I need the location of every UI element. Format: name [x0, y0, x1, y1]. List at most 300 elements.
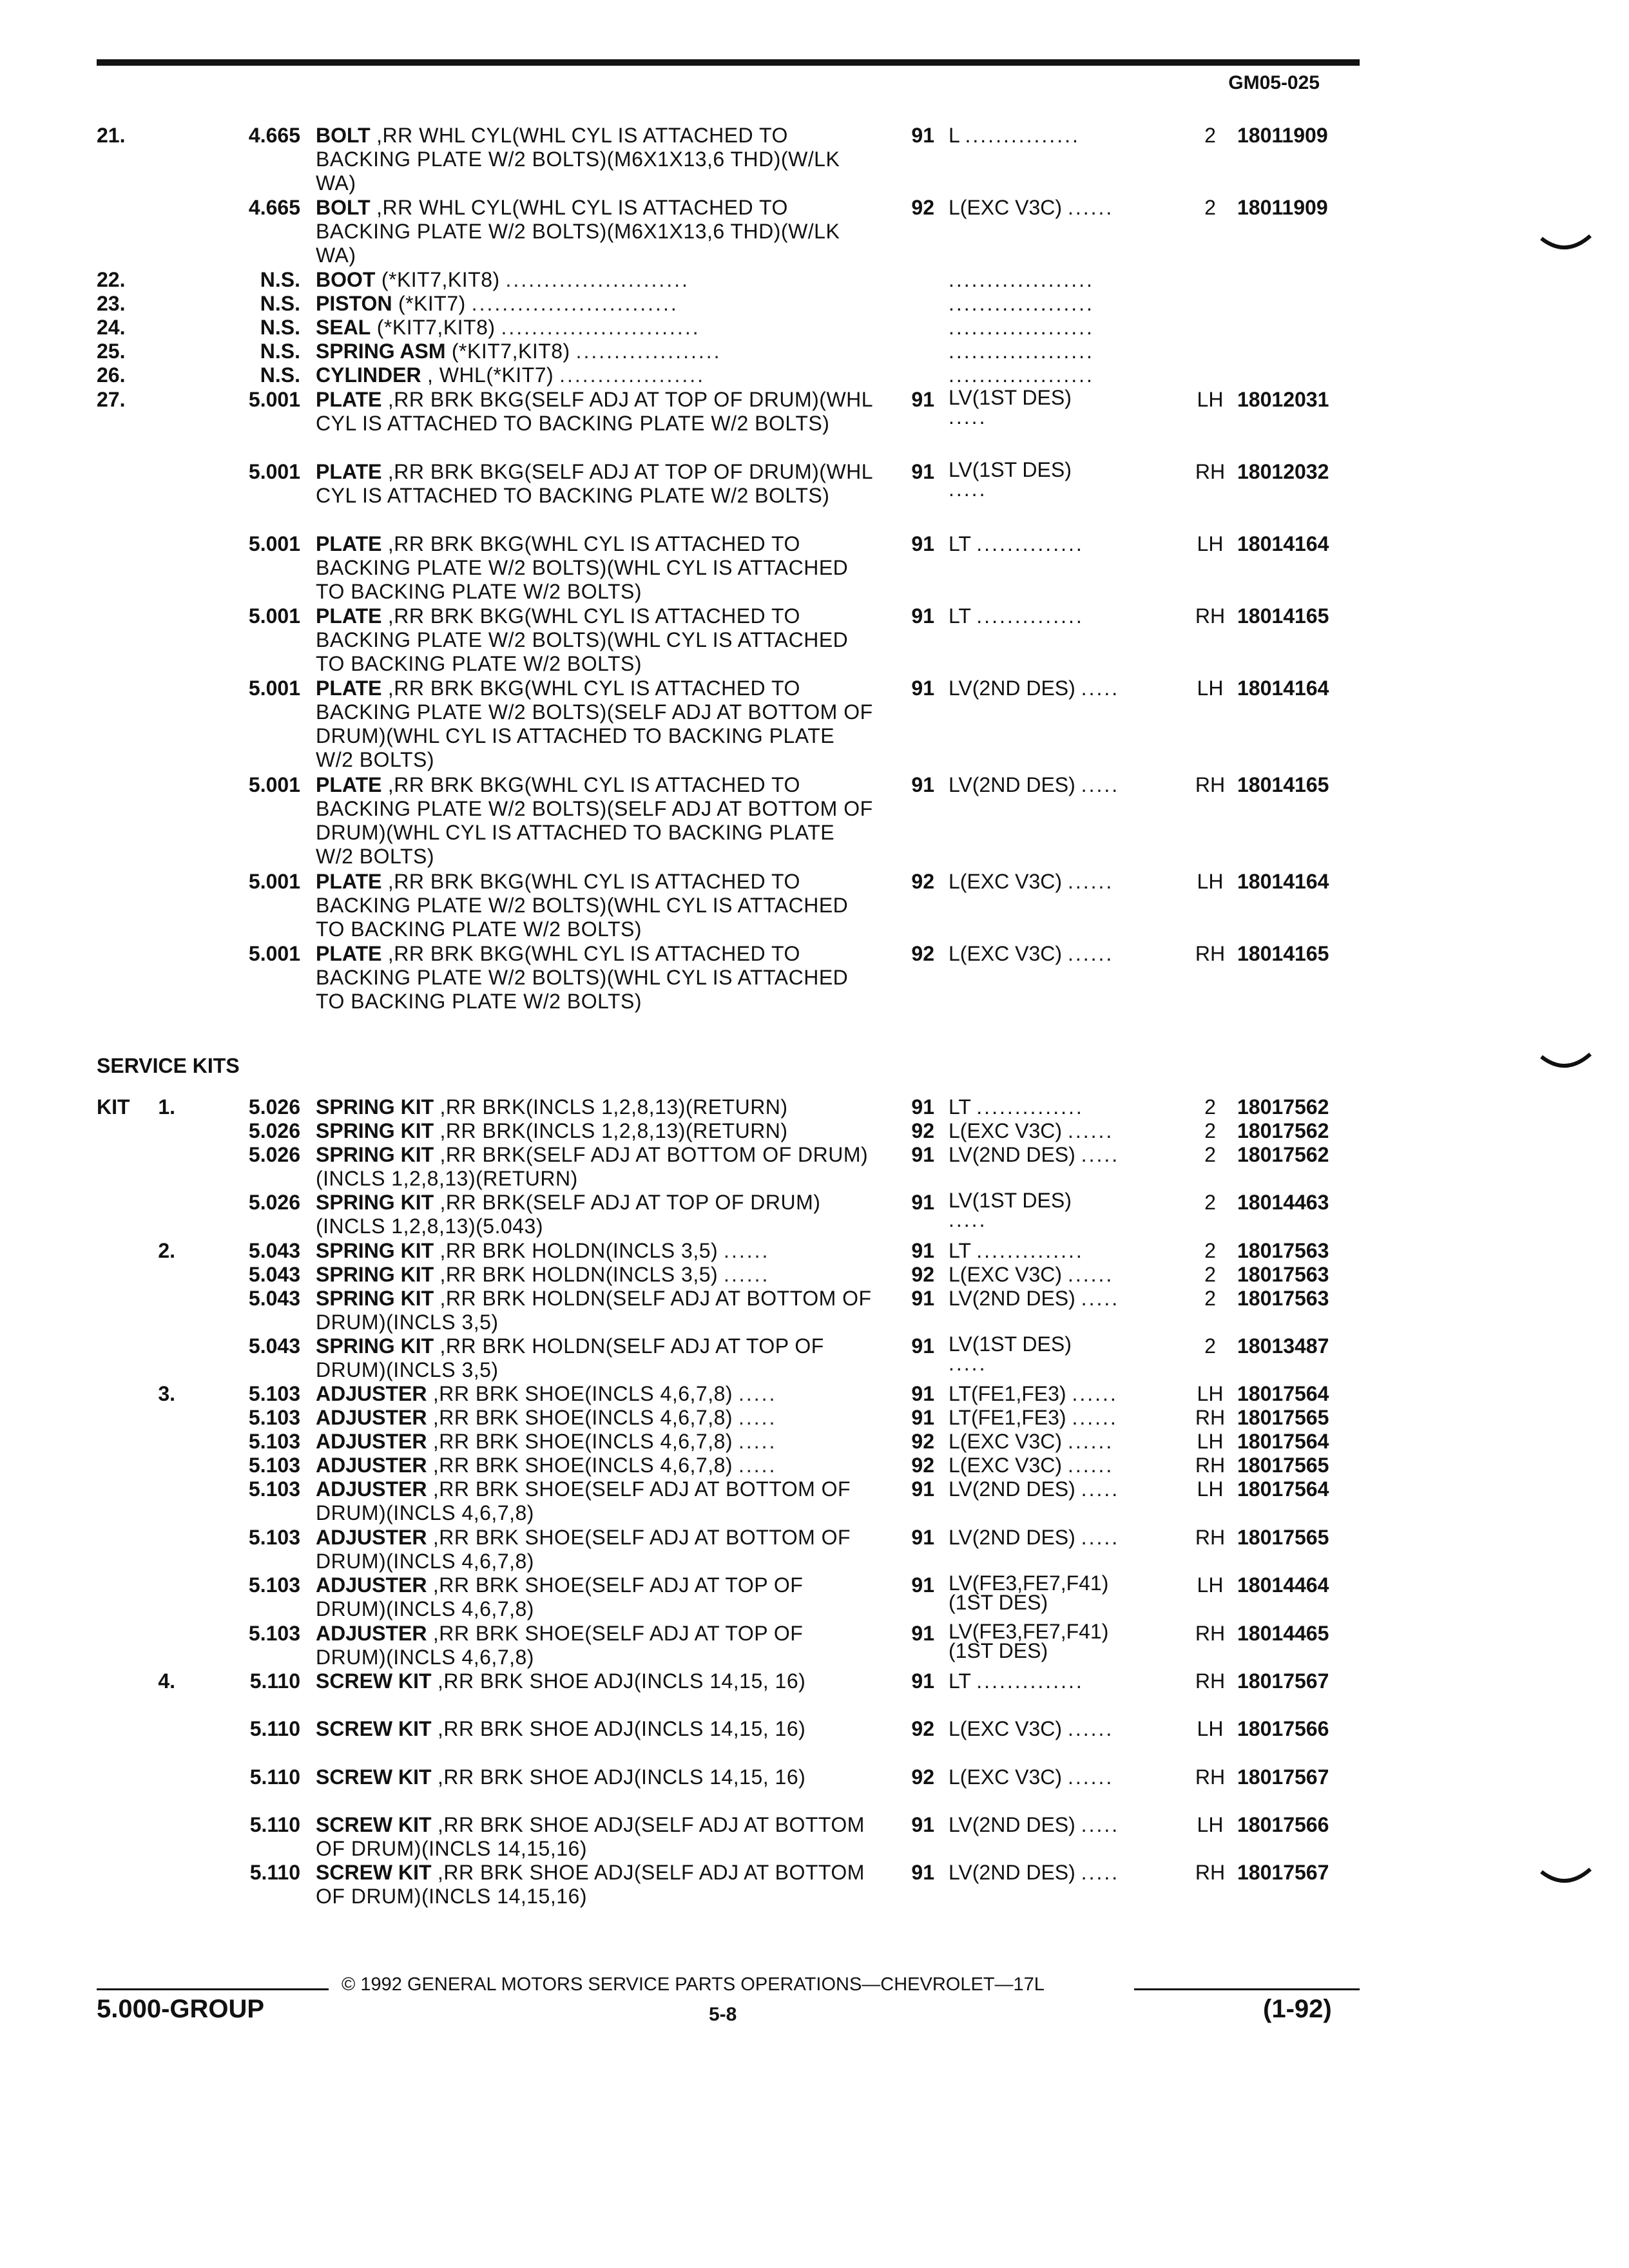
- part-name: ADJUSTER: [316, 1382, 427, 1405]
- reference-number: 21.: [97, 124, 126, 147]
- footer-rule-left: [97, 1988, 329, 1990]
- model-leader-dots: .....: [1081, 677, 1120, 700]
- model-name: LV(2ND DES): [949, 1477, 1075, 1501]
- document-code: GM05-025: [1228, 72, 1320, 93]
- model-leader-dots: ...................: [949, 292, 1094, 315]
- quantity-or-side: 2: [1204, 196, 1216, 219]
- leader-dots: ......: [724, 1263, 770, 1286]
- part-description: [316, 1622, 876, 1669]
- part-number: 18014164: [1237, 870, 1329, 893]
- model-name: L(EXC V3C): [949, 196, 1063, 219]
- model-code: [949, 604, 1181, 628]
- model-name: L(EXC V3C): [949, 1263, 1063, 1286]
- part-detail: ,RR BRK BKG(WHL CYL IS ATTACHED TO BACKING PLATE W/2 BOLTS)(SELF ADJ AT BOTTOM OF DRUM)(WHL CYL IS ATTACHED TO BACKING PLATE W/2 BOLTS): [316, 677, 873, 771]
- model-leader-dots: ......: [1072, 1406, 1118, 1429]
- model-code: [949, 292, 1181, 316]
- model-name: LT(FE1,FE3): [949, 1406, 1066, 1429]
- model-code: [949, 1119, 1181, 1143]
- model-year: 91: [911, 1095, 934, 1119]
- group-number: 5.043: [248, 1263, 300, 1286]
- model-name: LT: [949, 532, 971, 555]
- model-name: LV(FE3,FE7,F41) (1ST DES): [949, 1620, 1109, 1662]
- part-name: SPRING KIT: [316, 1334, 434, 1358]
- part-detail: (*KIT7,KIT8): [445, 340, 570, 363]
- group-number: N.S.: [260, 268, 300, 291]
- model-code: [949, 773, 1181, 797]
- model-leader-dots: .....: [1081, 773, 1120, 796]
- part-description: [316, 1382, 876, 1406]
- part-detail: ,RR BRK(SELF ADJ AT BOTTOM OF DRUM)(INCLS 1,2,8,13)(RETURN): [316, 1143, 869, 1190]
- kit-label: KIT: [97, 1095, 130, 1119]
- part-description: [316, 677, 876, 772]
- model-code: [949, 1526, 1181, 1550]
- group-number: 5.103: [248, 1382, 300, 1405]
- part-number: 18011909: [1237, 124, 1328, 147]
- group-number: 5.103: [248, 1573, 300, 1597]
- model-year: 91: [911, 124, 934, 147]
- leader-dots: ...................: [559, 363, 705, 387]
- model-code: [949, 268, 1181, 292]
- group-number: 5.110: [249, 1717, 300, 1740]
- group-number: 5.001: [248, 388, 300, 411]
- part-description: [316, 124, 876, 195]
- model-name: LT: [949, 1239, 971, 1262]
- model-year: 91: [911, 1861, 934, 1884]
- model-name: LV(2ND DES): [949, 1287, 1075, 1310]
- model-code: [949, 340, 1181, 363]
- model-leader-dots: .....: [949, 1208, 987, 1231]
- model-name: LV(1ST DES): [949, 1332, 1072, 1356]
- quantity-or-side: 2: [1204, 1191, 1216, 1214]
- model-year: 91: [911, 1191, 934, 1214]
- model-leader-dots: .....: [1081, 1861, 1120, 1884]
- part-name: PLATE: [316, 604, 382, 628]
- model-leader-dots: ...................: [949, 268, 1094, 291]
- group-number: N.S.: [260, 340, 300, 363]
- part-detail: ,RR BRK HOLDN(INCLS 3,5): [434, 1239, 718, 1262]
- quantity-or-side: RH: [1195, 1526, 1226, 1549]
- binding-tick-mark: [1540, 1050, 1592, 1076]
- part-description: [316, 1191, 876, 1238]
- model-name: LT: [949, 1095, 971, 1119]
- model-code: [949, 363, 1181, 387]
- model-name: L(EXC V3C): [949, 942, 1063, 965]
- model-year: 91: [911, 1813, 934, 1836]
- part-description: [316, 1334, 876, 1382]
- quantity-or-side: LH: [1197, 1430, 1224, 1453]
- part-description: [316, 1717, 876, 1741]
- part-description: [316, 1765, 876, 1789]
- group-number: 5.110: [249, 1861, 300, 1884]
- group-number: 5.043: [248, 1239, 300, 1262]
- part-description: [316, 340, 876, 363]
- part-detail: ,RR BRK SHOE(SELF ADJ AT TOP OF DRUM)(INCLS 4,6,7,8): [316, 1573, 804, 1620]
- model-year: 91: [911, 1526, 934, 1549]
- part-number: 18017567: [1237, 1765, 1329, 1789]
- model-code: [949, 1454, 1181, 1477]
- model-name: LT(FE1,FE3): [949, 1382, 1066, 1405]
- part-name: SCREW KIT: [316, 1765, 432, 1789]
- part-number: 18014465: [1237, 1622, 1329, 1645]
- footer-copyright: © 1992 GENERAL MOTORS SERVICE PARTS OPERATIONS—CHEVROLET—17L: [342, 1974, 1045, 1995]
- model-leader-dots: ..............: [976, 1095, 1084, 1119]
- part-description: [316, 942, 876, 1014]
- model-name: L(EXC V3C): [949, 1717, 1063, 1740]
- reference-number: 27.: [97, 388, 126, 411]
- model-year: 92: [911, 1454, 934, 1477]
- quantity-or-side: RH: [1195, 1622, 1226, 1645]
- group-number: 4.665: [248, 196, 300, 219]
- part-description: [316, 604, 876, 676]
- model-name: LV(1ST DES): [949, 1189, 1072, 1212]
- part-number: 18017566: [1237, 1717, 1329, 1740]
- part-detail: ,RR BRK BKG(WHL CYL IS ATTACHED TO BACKING PLATE W/2 BOLTS)(WHL CYL IS ATTACHED TO BACKING PLATE W/2 BOLTS): [316, 942, 849, 1013]
- model-code: [949, 870, 1181, 894]
- quantity-or-side: LH: [1197, 388, 1224, 411]
- part-name: BOLT: [316, 196, 371, 219]
- model-year: 91: [911, 388, 934, 411]
- model-leader-dots: ..............: [976, 1669, 1084, 1693]
- quantity-or-side: LH: [1197, 1717, 1224, 1740]
- model-leader-dots: ......: [1067, 1430, 1114, 1453]
- model-code: [949, 1287, 1181, 1311]
- top-rule: [97, 59, 1360, 66]
- model-leader-dots: ......: [1067, 942, 1114, 965]
- model-code: [949, 1765, 1181, 1789]
- model-leader-dots: ...................: [949, 316, 1094, 339]
- kit-number: 3.: [158, 1382, 175, 1405]
- part-detail: ,RR BRK BKG(SELF ADJ AT TOP OF DRUM)(WHL CYL IS ATTACHED TO BACKING PLATE W/2 BOLTS): [316, 460, 872, 507]
- leader-dots: .....: [738, 1454, 777, 1477]
- model-leader-dots: ...................: [949, 363, 1094, 387]
- part-detail: (*KIT7,KIT8): [375, 268, 500, 291]
- part-detail: ,RR BRK HOLDN(SELF ADJ AT BOTTOM OF DRUM)(INCLS 3,5): [316, 1287, 872, 1334]
- model-name: L(EXC V3C): [949, 1454, 1063, 1477]
- part-description: [316, 1119, 876, 1143]
- part-number: 18014463: [1237, 1191, 1329, 1214]
- part-description: [316, 460, 876, 508]
- group-number: 5.103: [248, 1454, 300, 1477]
- group-number: 5.043: [248, 1287, 300, 1310]
- part-name: PLATE: [316, 388, 382, 411]
- model-year: 91: [911, 1287, 934, 1310]
- group-number: 5.026: [248, 1191, 300, 1214]
- group-number: 5.001: [248, 677, 300, 700]
- quantity-or-side: LH: [1197, 1477, 1224, 1501]
- group-number: 5.001: [248, 870, 300, 893]
- part-description: [316, 1239, 876, 1263]
- part-detail: (*KIT7): [392, 292, 466, 315]
- group-number: 5.103: [248, 1406, 300, 1429]
- part-name: PLATE: [316, 677, 382, 700]
- model-leader-dots: ......: [1067, 870, 1114, 893]
- part-detail: ,RR WHL CYL(WHL CYL IS ATTACHED TO BACKING PLATE W/2 BOLTS)(M6X1X13,6 THD)(W/LK WA): [316, 124, 840, 195]
- part-description: [316, 1813, 876, 1861]
- part-number: 18017567: [1237, 1861, 1329, 1884]
- model-leader-dots: .....: [949, 405, 987, 428]
- quantity-or-side: RH: [1195, 604, 1226, 628]
- model-year: 92: [911, 1765, 934, 1789]
- model-year: 91: [911, 604, 934, 628]
- part-name: SPRING KIT: [316, 1191, 434, 1214]
- part-number: 18017567: [1237, 1669, 1329, 1693]
- model-code: [949, 1620, 1109, 1662]
- quantity-or-side: RH: [1195, 1861, 1226, 1884]
- model-leader-dots: ......: [1067, 1119, 1114, 1142]
- footer-rule-right: [1134, 1988, 1360, 1990]
- part-name: SCREW KIT: [316, 1717, 432, 1740]
- group-number: 5.026: [248, 1095, 300, 1119]
- part-description: [316, 292, 876, 316]
- model-name: LV(FE3,FE7,F41) (1ST DES): [949, 1571, 1109, 1614]
- part-number: 18011909: [1237, 196, 1328, 219]
- part-number: 18014164: [1237, 532, 1329, 555]
- quantity-or-side: LH: [1197, 677, 1224, 700]
- part-number: 18017564: [1237, 1382, 1329, 1405]
- model-year: 91: [911, 1573, 934, 1597]
- quantity-or-side: RH: [1195, 1406, 1226, 1429]
- part-name: CYLINDER: [316, 363, 421, 387]
- part-number: 18014165: [1237, 942, 1329, 965]
- part-detail: ,RR BRK SHOE ADJ(SELF ADJ AT BOTTOM OF DRUM)(INCLS 14,15,16): [316, 1813, 865, 1860]
- part-name: ADJUSTER: [316, 1406, 427, 1429]
- part-detail: ,RR BRK(INCLS 1,2,8,13)(RETURN): [434, 1119, 788, 1142]
- part-name: PLATE: [316, 532, 382, 555]
- part-detail: (*KIT7,KIT8): [371, 316, 496, 339]
- part-detail: ,RR BRK BKG(SELF ADJ AT TOP OF DRUM)(WHL CYL IS ATTACHED TO BACKING PLATE W/2 BOLTS): [316, 388, 872, 435]
- part-description: [316, 773, 876, 869]
- part-name: SPRING KIT: [316, 1143, 434, 1166]
- model-year: 91: [911, 1143, 934, 1166]
- model-year: 91: [911, 1477, 934, 1501]
- part-name: PLATE: [316, 870, 382, 893]
- part-name: PISTON: [316, 292, 392, 315]
- model-leader-dots: ...............: [965, 124, 1080, 147]
- quantity-or-side: 2: [1204, 1263, 1216, 1286]
- part-description: [316, 316, 876, 340]
- reference-number: 23.: [97, 292, 126, 315]
- part-number: 18014464: [1237, 1573, 1329, 1597]
- part-detail: ,RR BRK SHOE(SELF ADJ AT BOTTOM OF DRUM)(INCLS 4,6,7,8): [316, 1526, 851, 1573]
- part-detail: , WHL(*KIT7): [421, 363, 554, 387]
- quantity-or-side: 2: [1204, 1095, 1216, 1119]
- quantity-or-side: LH: [1197, 1573, 1224, 1597]
- model-code: [949, 1263, 1181, 1287]
- part-description: [316, 268, 876, 292]
- group-number: 5.110: [249, 1669, 300, 1693]
- model-year: 91: [911, 1239, 934, 1262]
- model-name: LT: [949, 604, 971, 628]
- model-leader-dots: ......: [1067, 1263, 1114, 1286]
- part-number: 18013487: [1237, 1334, 1329, 1358]
- model-leader-dots: ......: [1067, 1765, 1114, 1789]
- model-code: [949, 1717, 1181, 1741]
- model-leader-dots: ......: [1067, 1717, 1114, 1740]
- model-code: [949, 1191, 1090, 1229]
- part-description: [316, 1095, 876, 1119]
- part-name: SCREW KIT: [316, 1813, 432, 1836]
- footer-date: (1-92): [1263, 1995, 1332, 2023]
- quantity-or-side: 2: [1204, 1239, 1216, 1262]
- part-description: [316, 388, 876, 436]
- quantity-or-side: 2: [1204, 1119, 1216, 1142]
- part-number: 18014164: [1237, 677, 1329, 700]
- part-number: 18017565: [1237, 1454, 1329, 1477]
- quantity-or-side: 2: [1204, 1287, 1216, 1310]
- model-leader-dots: ..............: [976, 532, 1084, 555]
- model-year: 91: [911, 773, 934, 796]
- part-number: 18017565: [1237, 1406, 1329, 1429]
- binding-tick-mark: [1540, 232, 1592, 258]
- leader-dots: .....: [738, 1430, 777, 1453]
- part-detail: ,RR BRK SHOE(INCLS 4,6,7,8): [427, 1430, 733, 1453]
- part-detail: ,RR BRK(INCLS 1,2,8,13)(RETURN): [434, 1095, 788, 1119]
- quantity-or-side: 2: [1204, 124, 1216, 147]
- part-number: 18017563: [1237, 1263, 1329, 1286]
- kit-number: 4.: [158, 1669, 175, 1693]
- part-name: BOLT: [316, 124, 371, 147]
- group-number: 5.001: [248, 604, 300, 628]
- part-description: [316, 1287, 876, 1334]
- leader-dots: ...................: [575, 340, 722, 363]
- quantity-or-side: RH: [1195, 1765, 1226, 1789]
- part-detail: ,RR BRK(SELF ADJ AT TOP OF DRUM)(INCLS 1,2,8,13)(5.043): [316, 1191, 821, 1238]
- model-year: 92: [911, 1119, 934, 1142]
- part-number: 18017564: [1237, 1430, 1329, 1453]
- part-number: 18012032: [1237, 460, 1329, 483]
- model-year: 91: [911, 1382, 934, 1405]
- part-detail: ,RR BRK SHOE ADJ(SELF ADJ AT BOTTOM OF DRUM)(INCLS 14,15,16): [316, 1861, 865, 1908]
- model-year: 91: [911, 1406, 934, 1429]
- reference-number: 22.: [97, 268, 126, 291]
- model-code: [949, 124, 1181, 148]
- model-leader-dots: ...................: [949, 340, 1094, 363]
- reference-number: 25.: [97, 340, 126, 363]
- part-name: SCREW KIT: [316, 1861, 432, 1884]
- part-detail: ,RR BRK SHOE ADJ(INCLS 14,15, 16): [431, 1669, 806, 1693]
- model-leader-dots: .....: [1081, 1813, 1120, 1836]
- group-number: 5.103: [248, 1526, 300, 1549]
- part-name: SCREW KIT: [316, 1669, 432, 1693]
- model-code: [949, 1861, 1181, 1885]
- part-description: [316, 1143, 876, 1191]
- part-number: 18017562: [1237, 1095, 1329, 1119]
- model-name: L(EXC V3C): [949, 1765, 1063, 1789]
- part-description: [316, 196, 876, 267]
- part-name: ADJUSTER: [316, 1622, 427, 1645]
- footer-group-label: 5.000-GROUP: [97, 1995, 265, 2023]
- group-number: 5.103: [248, 1430, 300, 1453]
- part-detail: ,RR BRK SHOE(INCLS 4,6,7,8): [427, 1382, 733, 1405]
- part-number: 18014165: [1237, 773, 1329, 796]
- model-leader-dots: ..............: [976, 604, 1084, 628]
- model-code: [949, 1406, 1181, 1430]
- part-detail: ,RR BRK HOLDN(SELF ADJ AT TOP OF DRUM)(INCLS 3,5): [316, 1334, 824, 1381]
- group-number: 5.103: [248, 1622, 300, 1645]
- part-description: [316, 870, 876, 941]
- leader-dots: ...........................: [471, 292, 679, 315]
- part-detail: ,RR WHL CYL(WHL CYL IS ATTACHED TO BACKING PLATE W/2 BOLTS)(M6X1X13,6 THD)(W/LK WA): [316, 196, 840, 267]
- model-leader-dots: .....: [949, 1352, 987, 1375]
- part-name: PLATE: [316, 773, 382, 796]
- part-detail: ,RR BRK SHOE(INCLS 4,6,7,8): [427, 1406, 733, 1429]
- part-description: [316, 363, 876, 387]
- quantity-or-side: LH: [1197, 532, 1224, 555]
- quantity-or-side: RH: [1195, 942, 1226, 965]
- model-code: [949, 1669, 1181, 1693]
- part-description: [316, 1526, 876, 1573]
- part-detail: ,RR BRK BKG(WHL CYL IS ATTACHED TO BACKING PLATE W/2 BOLTS)(WHL CYL IS ATTACHED TO BACKING PLATE W/2 BOLTS): [316, 532, 849, 603]
- group-number: 5.001: [248, 942, 300, 965]
- part-name: SPRING ASM: [316, 340, 446, 363]
- part-description: [316, 1430, 876, 1454]
- footer-page-number: 5-8: [709, 2004, 737, 2025]
- model-name: LV(2ND DES): [949, 1143, 1075, 1166]
- leader-dots: ......: [724, 1239, 770, 1262]
- model-name: L(EXC V3C): [949, 1430, 1063, 1453]
- model-year: 91: [911, 1669, 934, 1693]
- kit-number: 1.: [158, 1095, 175, 1119]
- model-code: [949, 1239, 1181, 1263]
- part-name: ADJUSTER: [316, 1526, 427, 1549]
- model-name: LV(2ND DES): [949, 1813, 1075, 1836]
- model-name: LV(1ST DES): [949, 386, 1072, 409]
- part-name: SPRING KIT: [316, 1119, 434, 1142]
- model-code: [949, 1477, 1181, 1501]
- quantity-or-side: 2: [1204, 1143, 1216, 1166]
- model-code: [949, 942, 1181, 966]
- model-name: LT: [949, 1669, 971, 1693]
- part-name: ADJUSTER: [316, 1477, 427, 1501]
- part-description: [316, 1669, 876, 1693]
- part-detail: ,RR BRK BKG(WHL CYL IS ATTACHED TO BACKING PLATE W/2 BOLTS)(WHL CYL IS ATTACHED TO BACKING PLATE W/2 BOLTS): [316, 870, 849, 941]
- group-number: 5.026: [248, 1119, 300, 1142]
- part-number: 18017564: [1237, 1477, 1329, 1501]
- part-number: 18017563: [1237, 1287, 1329, 1310]
- model-name: L(EXC V3C): [949, 870, 1063, 893]
- part-description: [316, 1861, 876, 1908]
- model-year: 92: [911, 1430, 934, 1453]
- part-name: PLATE: [316, 942, 382, 965]
- part-description: [316, 532, 876, 604]
- model-name: LV(2ND DES): [949, 1861, 1075, 1884]
- part-detail: ,RR BRK SHOE ADJ(INCLS 14,15, 16): [431, 1717, 806, 1740]
- model-code: [949, 388, 1090, 427]
- quantity-or-side: LH: [1197, 870, 1224, 893]
- model-year: 92: [911, 1263, 934, 1286]
- model-year: 92: [911, 870, 934, 893]
- model-code: [949, 1430, 1181, 1454]
- part-name: BOOT: [316, 268, 376, 291]
- part-number: 18017562: [1237, 1119, 1329, 1142]
- part-name: PLATE: [316, 460, 382, 483]
- model-name: LV(2ND DES): [949, 677, 1075, 700]
- reference-number: 26.: [97, 363, 126, 387]
- part-description: [316, 1477, 876, 1525]
- group-number: N.S.: [260, 292, 300, 315]
- model-name: LV(2ND DES): [949, 1526, 1075, 1549]
- model-year: 91: [911, 1334, 934, 1358]
- model-year: 92: [911, 196, 934, 219]
- part-number: 18014165: [1237, 604, 1329, 628]
- part-detail: ,RR BRK HOLDN(INCLS 3,5): [434, 1263, 718, 1286]
- group-number: 5.110: [249, 1813, 300, 1836]
- quantity-or-side: RH: [1195, 460, 1226, 483]
- part-number: 18012031: [1237, 388, 1329, 411]
- group-number: 5.001: [248, 773, 300, 796]
- part-number: 18017565: [1237, 1526, 1329, 1549]
- model-leader-dots: .....: [949, 477, 987, 501]
